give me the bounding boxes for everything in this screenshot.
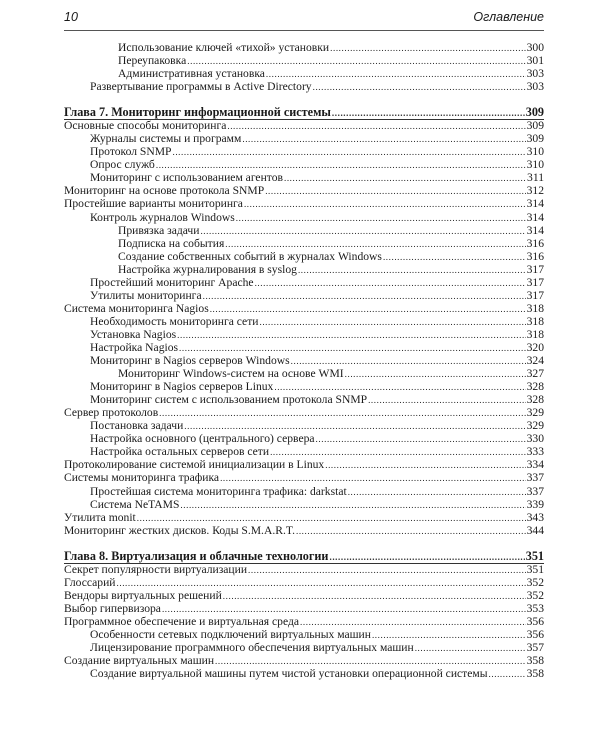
toc-chapter-entry — [64, 105, 544, 119]
toc-entry-title: Сервер протоколов — [64, 406, 159, 420]
toc-entry-title: Система NeTAMS — [90, 497, 180, 511]
toc-entry — [64, 276, 544, 289]
page-number: 10 — [64, 10, 78, 24]
toc-entry-page: 316 — [526, 236, 544, 250]
toc-entry-page: 343 — [526, 510, 544, 524]
toc-entry-page: 351 — [526, 562, 544, 576]
toc-entry-page: 330 — [526, 432, 544, 446]
toc-entry — [64, 628, 544, 641]
toc-entry-page: 337 — [526, 484, 544, 498]
toc-entry-page: 300 — [526, 41, 544, 54]
toc-entry-page: 334 — [526, 458, 544, 472]
toc-entry-title: Контроль журналов Windows — [90, 210, 235, 224]
toc-entry-page: 312 — [526, 184, 544, 198]
toc-entry — [64, 197, 544, 210]
toc-entry-page: 309 — [526, 119, 544, 133]
toc-entry-page: 328 — [526, 393, 544, 407]
dot-leader — [313, 81, 526, 94]
toc-entry-page: 358 — [526, 667, 544, 681]
toc-entry — [64, 406, 544, 419]
toc-entry-title: Настройка журналирования в syslog — [118, 262, 297, 276]
toc-entry-page: 327 — [526, 367, 544, 381]
toc-entry-title: Развертывание программы в Active Directory — [90, 80, 312, 94]
toc-entry-page: 318 — [526, 327, 544, 341]
toc-entry — [64, 184, 544, 197]
toc-entry-title: Создание виртуальной машины путем чистой установки операционной системы — [90, 667, 488, 681]
toc-entry — [64, 67, 544, 80]
toc-entry-title: Мониторинг Windows-систем на основе WMI — [118, 367, 344, 381]
toc-entry-title: Мониторинг жестких дисков. Коды S.M.A.R.T. — [64, 523, 295, 537]
toc-entry-title: Мониторинг в Nagios серверов Linux — [90, 380, 274, 394]
toc-entry — [64, 132, 544, 145]
table-of-contents — [64, 41, 544, 680]
toc-entry — [64, 563, 544, 576]
toc-entry-page: 309 — [526, 132, 544, 146]
toc-entry-title: Протоколирование системой инициализации в Linux — [64, 458, 325, 472]
toc-entry-page: 316 — [526, 249, 544, 263]
toc-entry-title: Системы мониторинга трафика — [64, 471, 220, 485]
toc-entry — [64, 445, 544, 458]
toc-entry — [64, 263, 544, 276]
toc-entry — [64, 589, 544, 602]
toc-entry-title: Журналы системы и программ — [90, 132, 242, 146]
dot-leader — [329, 550, 524, 564]
toc-entry — [64, 41, 544, 54]
toc-entry-title: Лицензирование программного обеспечения виртуальных машин — [90, 640, 414, 654]
toc-entry-page: 318 — [526, 314, 544, 328]
toc-entry-page: 328 — [526, 380, 544, 394]
dot-leader — [489, 668, 526, 681]
toc-entry-page: 324 — [526, 354, 544, 368]
toc-entry-page: 303 — [526, 80, 544, 94]
toc-entry-title: Особенности сетевых подключений виртуальных машин — [90, 627, 371, 641]
toc-entry-title: Установка Nagios — [90, 327, 177, 341]
toc-entry-page: 317 — [526, 275, 544, 289]
toc-entry — [64, 485, 544, 498]
toc-chapter-entry — [64, 549, 544, 563]
toc-entry-page: 353 — [526, 601, 544, 615]
toc-entry-page: 356 — [526, 627, 544, 641]
toc-entry-page: 329 — [526, 406, 544, 420]
toc-entry — [64, 654, 544, 667]
toc-entry-title: Секрет популярности виртуализации — [64, 562, 248, 576]
toc-entry-page: 333 — [526, 445, 544, 459]
toc-entry-title: Система мониторинга Nagios — [64, 301, 209, 315]
toc-entry — [64, 576, 544, 589]
toc-entry-title: Использование ключей «тихой» установки — [118, 41, 330, 54]
toc-entry-page: 314 — [526, 197, 544, 211]
toc-entry-title: Вендоры виртуальных решений — [64, 588, 222, 602]
toc-entry — [64, 289, 544, 302]
toc-entry — [64, 224, 544, 237]
toc-entry-title: Создание собственных событий в журналах Windows — [118, 249, 382, 263]
toc-entry-page: 358 — [526, 654, 544, 668]
toc-entry-title: Основные способы мониторинга — [64, 119, 227, 133]
toc-entry — [64, 602, 544, 615]
toc-entry — [64, 237, 544, 250]
toc-entry-title: Программное обеспечение и виртуальная среда — [64, 614, 300, 628]
toc-entry — [64, 393, 544, 406]
toc-entry — [64, 211, 544, 224]
toc-entry-page: 310 — [526, 158, 544, 172]
toc-entry-title: Глава 8. Виртуализация и облачные технологии — [64, 548, 329, 563]
toc-entry-page: 337 — [526, 471, 544, 485]
toc-entry-page: 344 — [526, 523, 544, 537]
toc-entry-page: 352 — [526, 575, 544, 589]
toc-entry — [64, 250, 544, 263]
toc-entry-page: 356 — [526, 614, 544, 628]
toc-entry — [64, 419, 544, 432]
toc-entry — [64, 432, 544, 445]
toc-entry — [64, 498, 544, 511]
toc-entry — [64, 354, 544, 367]
toc-entry-title: Подписка на события — [118, 236, 225, 250]
toc-entry-title: Выбор гипервизора — [64, 601, 161, 615]
toc-entry — [64, 171, 544, 184]
toc-entry-page: 317 — [526, 262, 544, 276]
toc-entry-title: Протокол SNMP — [90, 145, 172, 159]
toc-entry-title: Простейшая система мониторинга трафика: darkstat — [90, 484, 347, 498]
toc-entry-title: Постановка задачи — [90, 419, 184, 433]
toc-entry-title: Мониторинг с использованием агентов — [90, 171, 283, 185]
toc-entry-page: 301 — [526, 54, 544, 68]
toc-entry-title: Переупаковка — [118, 54, 187, 68]
toc-entry-title: Глоссарий — [64, 575, 116, 589]
toc-entry-title: Настройка остальных серверов сети — [90, 445, 270, 459]
toc-entry — [64, 380, 544, 393]
toc-entry-title: Настройка Nagios — [90, 340, 179, 354]
toc-entry-title: Опрос служб — [90, 158, 155, 172]
toc-entry-title: Мониторинг на основе протокола SNMP — [64, 184, 265, 198]
toc-entry — [64, 119, 544, 132]
toc-entry — [64, 145, 544, 158]
toc-entry-page: 318 — [526, 301, 544, 315]
toc-entry-page: 339 — [526, 497, 544, 511]
toc-entry-title: Административная установка — [118, 67, 265, 81]
toc-entry-title: Создание виртуальных машин — [64, 654, 215, 668]
dot-leader — [332, 106, 525, 120]
toc-entry — [64, 667, 544, 680]
dot-leader — [296, 525, 526, 538]
toc-entry-title: Необходимость мониторинга сети — [90, 314, 259, 328]
toc-entry-page: 317 — [526, 288, 544, 302]
toc-entry-title: Утилиты мониторинга — [90, 288, 202, 302]
toc-entry — [64, 158, 544, 171]
toc-entry-page: 351 — [525, 548, 544, 563]
toc-entry-title: Привязка задачи — [118, 223, 200, 237]
running-header — [64, 6, 544, 31]
toc-entry — [64, 471, 544, 484]
toc-entry-page: 314 — [526, 223, 544, 237]
toc-entry-title: Настройка основного (центрального) сервера — [90, 432, 315, 446]
toc-entry-page: 314 — [526, 210, 544, 224]
toc-entry-page: 357 — [526, 640, 544, 654]
toc-entry — [64, 341, 544, 354]
toc-entry-page: 320 — [526, 340, 544, 354]
toc-entry-title: Глава 7. Мониторинг информационной системы — [64, 105, 331, 120]
toc-entry-page: 303 — [526, 67, 544, 81]
toc-entry-page: 309 — [525, 105, 544, 120]
toc-entry-title: Мониторинг в Nagios серверов Windows — [90, 354, 290, 368]
running-title: Оглавление — [473, 10, 544, 24]
toc-entry — [64, 458, 544, 471]
toc-entry — [64, 511, 544, 524]
toc-entry-page: 329 — [526, 419, 544, 433]
toc-entry — [64, 302, 544, 315]
toc-entry — [64, 615, 544, 628]
toc-entry — [64, 367, 544, 380]
toc-entry — [64, 641, 544, 654]
toc-entry — [64, 524, 544, 537]
toc-entry-page: 352 — [526, 588, 544, 602]
toc-entry — [64, 54, 544, 67]
toc-entry-page: 311 — [527, 171, 544, 185]
toc-entry-page: 310 — [526, 145, 544, 159]
toc-entry-title: Простейший мониторинг Apache — [90, 275, 254, 289]
toc-entry-title: Простейшие варианты мониторинга — [64, 197, 243, 211]
toc-entry-title: Мониторинг систем с использованием протокола SNMP — [90, 393, 368, 407]
toc-entry-title: Утилита monit — [64, 510, 136, 524]
toc-entry — [64, 80, 544, 93]
toc-entry — [64, 315, 544, 328]
toc-entry — [64, 328, 544, 341]
